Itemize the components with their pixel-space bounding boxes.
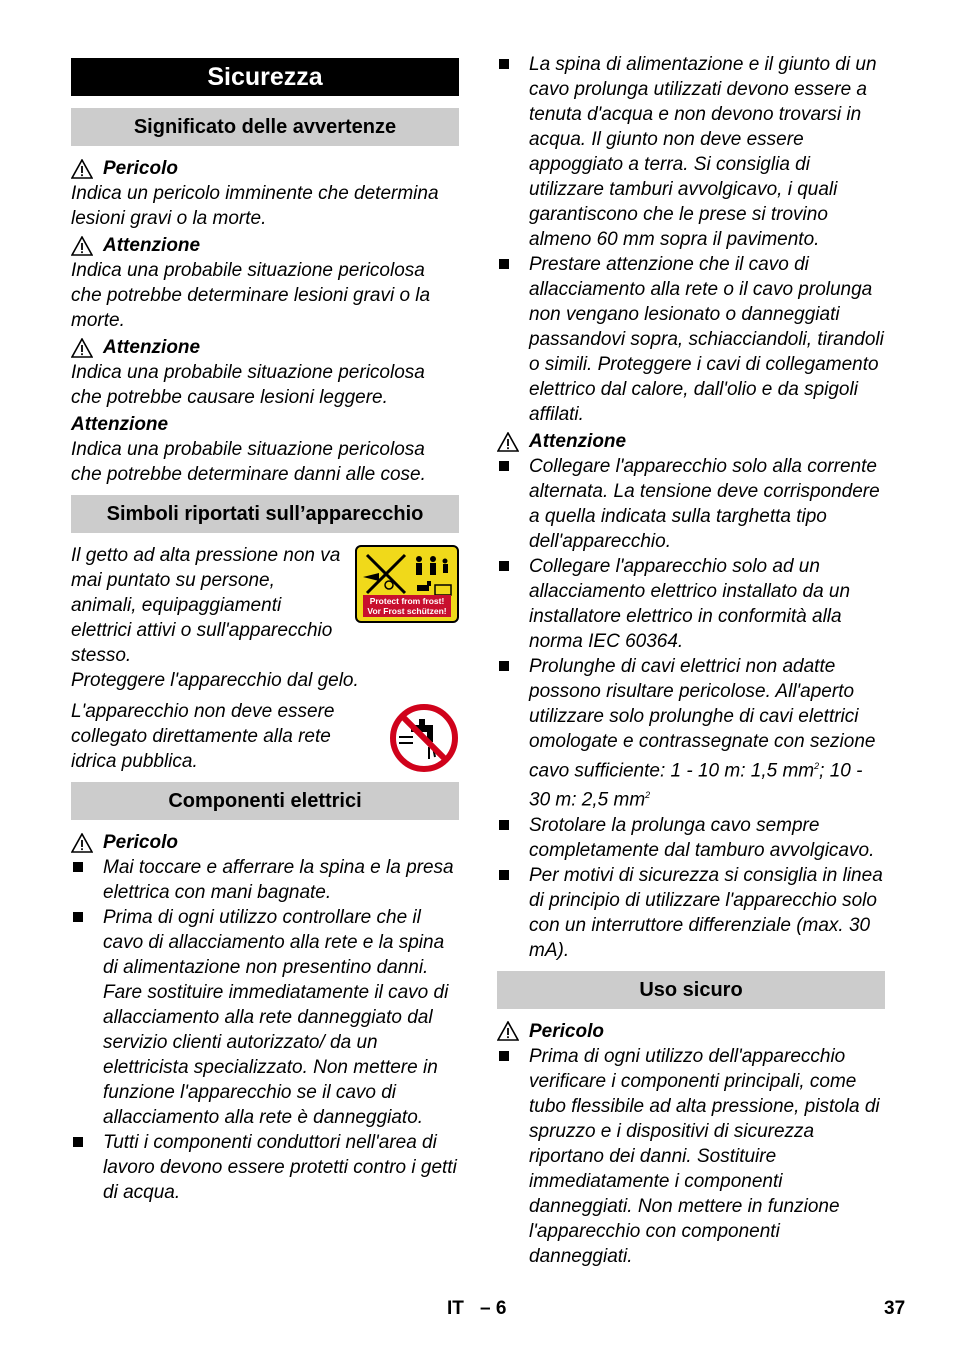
warning-text: Indica una probabile situazione pericolosa che potrebbe determinare lesioni gravi o la morte. xyxy=(71,260,431,331)
bullet-list xyxy=(497,1044,885,1269)
warning-triangle-icon xyxy=(71,833,93,853)
list-item: Mai toccare e afferrare la spina e la presa elettrica con mani bagnate. xyxy=(71,855,459,905)
warning-text: Indica un pericolo imminente che determina lesioni gravi o la morte. xyxy=(71,183,439,229)
list-item: Srotolare la prolunga cavo sempre completamente dal tamburo avvolgicavo. xyxy=(497,813,885,863)
list-item: Collegare l'apparecchio solo alla corrente alternata. La tensione deve corrispondere a quella indicata sulla targhetta tipo dell'apparecchio. xyxy=(497,454,885,554)
warning-text: Indica una probabile situazione pericolosa che potrebbe determinare danni alle cose. xyxy=(71,439,426,485)
warning-heading: Attenzione xyxy=(497,429,885,454)
high-pressure-warning-sticker xyxy=(355,545,459,623)
symbol-row xyxy=(71,543,459,668)
bullet-square-icon xyxy=(499,870,509,880)
list-item: Tutti i componenti conduttori nell'area di lavoro devono essere protetti contro i getti di acqua. xyxy=(71,1130,459,1205)
list-item: Per motivi di sicurezza si consiglia in linea di principio di utilizzare l'apparecchio solo con un interruttore differenziale (max. 30 mA). xyxy=(497,863,885,963)
list-item: La spina di alimentazione e il giunto di un cavo prolunga utilizzati devono essere a tenuta d'acqua e non devono trovarsi in acqua. Il giunto non deve essere appoggiato a terra. Si consiglia di utilizzare tamburi avvolgicavo, i quali garantiscono che le prese si trovino almeno 60 mm sopra il pavimento. xyxy=(497,52,885,252)
bullet-square-icon xyxy=(499,59,509,69)
warning-heading: Pericolo xyxy=(497,1019,885,1044)
symbol-text: Il getto ad alta pressione non va mai puntato su persone, animali, equipaggiamenti elettrici attivi o sull'apparecchio stesso. xyxy=(71,545,341,666)
bullet-square-icon xyxy=(73,912,83,922)
warning-heading: Attenzione xyxy=(71,233,459,258)
warning-heading: Pericolo xyxy=(71,830,459,855)
list-item: Prestare attenzione che il cavo di allacciamento alla rete o il cavo prolunga non vengano lesionato o danneggiati passandovi sopra, schiacciandoli, tirandoli o simili. Proteggere i cavi di collegamento elettrico dal calore, dall'olio e da spigoli affilati. xyxy=(497,252,885,427)
bullet-square-icon xyxy=(73,862,83,872)
bullet-square-icon xyxy=(499,820,509,830)
bullet-square-icon xyxy=(499,661,509,671)
no-spray-persons-icon xyxy=(361,551,453,599)
warning-triangle-icon xyxy=(497,1021,519,1041)
list-item: Prima di ogni utilizzo controllare che il cavo di allacciamento alla rete e la spina di alimentazione non presentino danni. Fare sostituire immediatamente il cavo di allacciamento alla rete danneggiato dal servizio clienti autorizzato/ da un elettricista specializzato. Non mettere in funzione l'apparecchio se il cavo di allacciamento alla rete è danneggiato. xyxy=(71,905,459,1130)
bullet-list xyxy=(497,52,885,427)
section-heading-safe-use: Uso sicuro xyxy=(497,971,885,1009)
warning-heading: Attenzione xyxy=(71,335,459,360)
sticker-caption: Protect from frost! Vor Frost schützen! xyxy=(363,595,451,617)
section-heading-warnings: Significato delle avvertenze xyxy=(71,108,459,146)
bullet-square-icon xyxy=(499,561,509,571)
page-title: Sicurezza xyxy=(71,58,459,96)
warning-heading: Attenzione xyxy=(71,414,169,435)
bullet-list xyxy=(71,855,459,1205)
warning-triangle-icon xyxy=(71,338,93,358)
bullet-square-icon xyxy=(499,1051,509,1061)
section-heading-electrical: Componenti elettrici xyxy=(71,782,459,820)
bullet-square-icon xyxy=(73,1137,83,1147)
list-item: Prima di ogni utilizzo dell'apparecchio verificare i componenti principali, come tubo flessibile ad alta pressione, pistola di spruzzo e i dispositivi di sicurezza riportano dei danni. Sostituire immediatamente i componenti danneggiati. Non mettere in funzione l'apparecchio con componenti danneggiati. xyxy=(497,1044,885,1269)
right-column xyxy=(497,52,885,1269)
warning-triangle-icon xyxy=(71,236,93,256)
footer-language: IT xyxy=(447,1298,464,1319)
bullet-square-icon xyxy=(499,461,509,471)
bullet-square-icon xyxy=(499,259,509,269)
bullet-list xyxy=(497,454,885,963)
no-water-supply-icon xyxy=(389,703,459,773)
symbol-text: L'apparecchio non deve essere collegato direttamente alla rete idrica pubblica. xyxy=(71,701,335,772)
list-item: Collegare l'apparecchio solo ad un allacciamento elettrico installato da un installatore elettrico in conformità alla norma IEC 60364. xyxy=(497,554,885,654)
warning-text: Indica una probabile situazione pericolosa che potrebbe causare lesioni leggere. xyxy=(71,362,425,408)
page-number: 37 xyxy=(884,1298,906,1319)
symbol-text: Proteggere l'apparecchio dal gelo. xyxy=(71,670,359,691)
symbol-row xyxy=(71,699,459,774)
warning-heading: Pericolo xyxy=(71,156,459,181)
warning-triangle-icon xyxy=(71,159,93,179)
list-item: Prolunghe di cavi elettrici non adatte possono risultare pericolose. All'aperto utilizzare solo prolunghe di cavi elettrici omologate e contrassegnate con sezione cavo sufficiente: 1 - 10 m: 1,5 $mm^2$; 10 - 30 m: 2,5 $mm^2$ xyxy=(497,654,885,813)
left-column xyxy=(71,52,459,1205)
section-heading-symbols: Simboli riportati sull’apparecchio xyxy=(71,495,459,533)
footer-subpage: – 6 xyxy=(480,1298,507,1319)
warning-triangle-icon xyxy=(497,432,519,452)
